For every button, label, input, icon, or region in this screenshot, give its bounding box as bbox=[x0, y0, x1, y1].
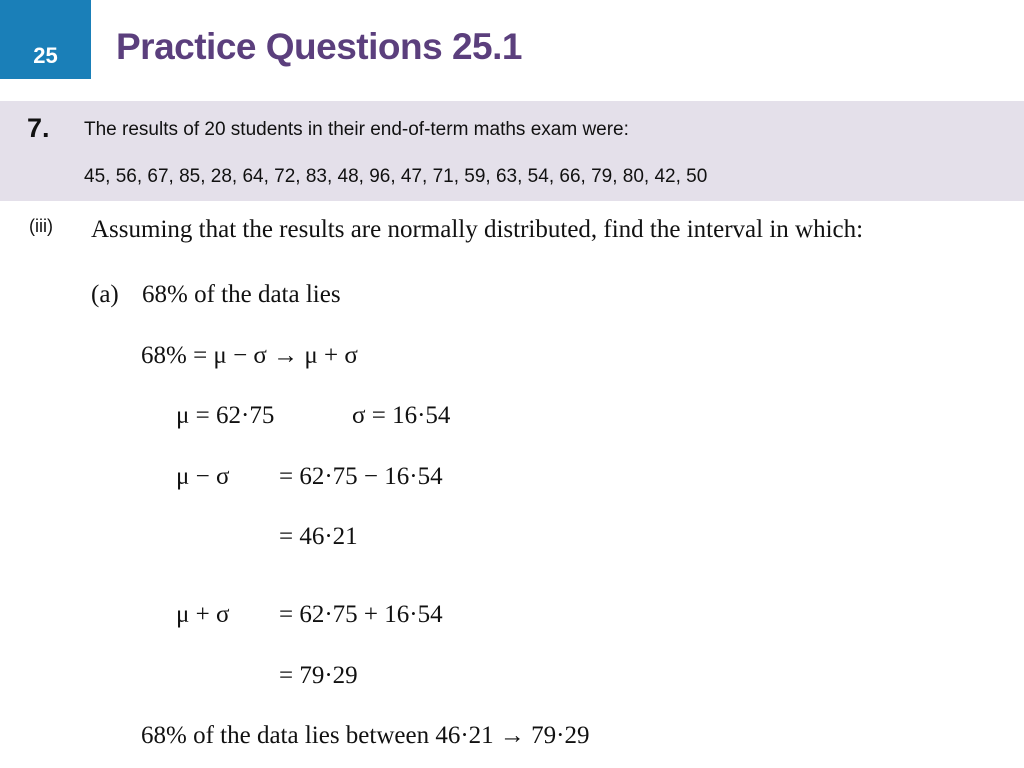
part-label: (iii) bbox=[29, 216, 53, 236]
upper-bound-lhs: μ + σ bbox=[176, 601, 230, 628]
mean-value: μ = 62·75 bbox=[176, 402, 275, 429]
upper-bound-calculation: = 62·75 + 16·54 bbox=[279, 601, 443, 628]
lower-bound-result: = 46·21 bbox=[279, 523, 358, 550]
question-number: 7. bbox=[27, 113, 50, 143]
lower-bound-calculation: = 62·75 − 16·54 bbox=[279, 463, 443, 490]
upper-bound-result: = 79·29 bbox=[279, 662, 358, 689]
sub-part-label: (a) bbox=[91, 281, 119, 308]
part-instruction: Assuming that the results are normally distributed, find the interval in which: bbox=[91, 216, 864, 243]
question-text: The results of 20 students in their end-of-term maths exam were: bbox=[84, 119, 629, 140]
chapter-number: 25 bbox=[33, 43, 58, 68]
conclusion: 68% of the data lies between 46·21 → 79·29 bbox=[141, 722, 590, 749]
empirical-rule: 68% = μ − σ → μ + σ bbox=[141, 342, 358, 369]
sub-part-text: 68% of the data lies bbox=[142, 281, 341, 308]
sd-value: σ = 16·54 bbox=[352, 402, 451, 429]
question-data-values: 45, 56, 67, 85, 28, 64, 72, 83, 48, 96, 47, 71, 59, 63, 54, 66, 79, 80, 42, 50 bbox=[84, 166, 708, 187]
page-title: Practice Questions 25.1 bbox=[116, 26, 522, 67]
chapter-badge bbox=[0, 0, 91, 79]
lower-bound-lhs: μ − σ bbox=[176, 463, 230, 490]
